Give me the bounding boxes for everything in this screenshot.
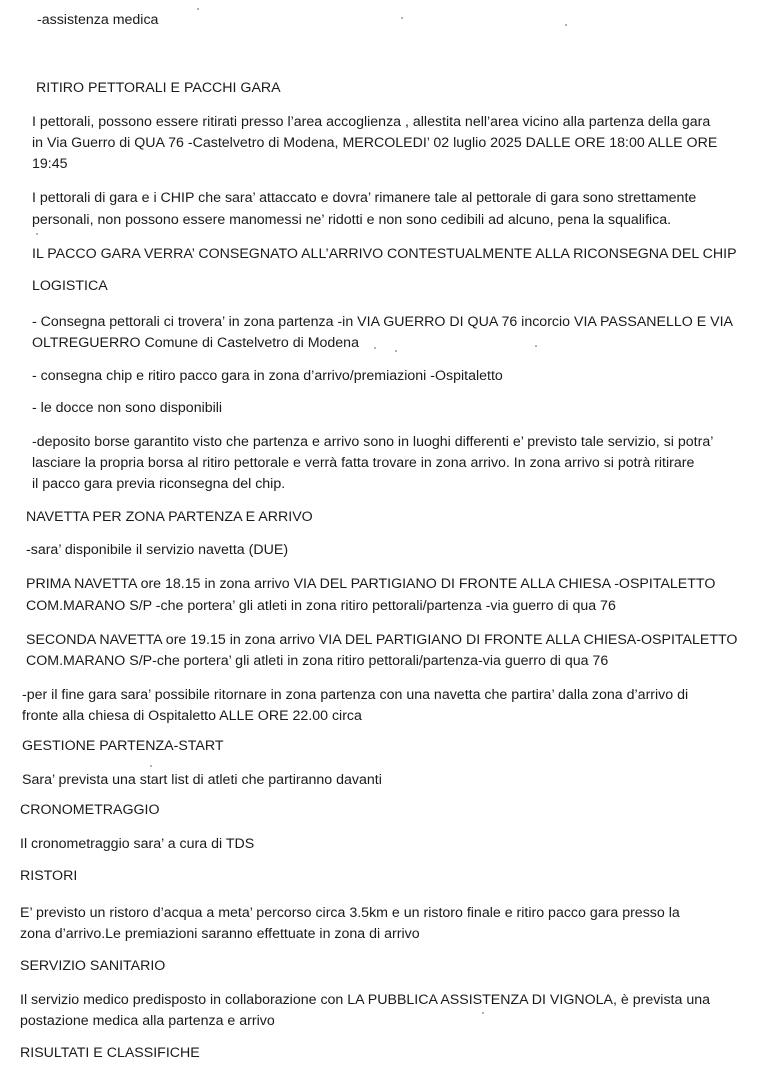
section-heading-navetta: NAVETTA PER ZONA PARTENZA E ARRIVO — [26, 509, 313, 525]
cronometraggio-paragraph: Il cronometraggio sara’ a cura di TDS — [20, 836, 255, 852]
scan-speck — [535, 345, 537, 347]
text-line: in Via Guerro di QUA 76 -Castelvetro di Modena, MERCOLEDI’ 02 luglio 2025 DALLE ORE 18:00 ALLE ORE — [32, 135, 718, 151]
logistica-item-3: - le docce non sono disponibili — [32, 400, 223, 416]
text-line: personali, non possono essere manomessi ne’ ridotti e non sono cedibili ad alcuno, pena la squalifica. — [32, 212, 672, 228]
section-heading-gestione: GESTIONE PARTENZA-START — [22, 738, 224, 754]
scan-speck — [565, 24, 567, 26]
ritiro-paragraph-3: IL PACCO GARA VERRA’ CONSEGNATO ALL’ARRIVO CONTESTUALMENTE ALLA RICONSEGNA DEL CHIP — [32, 246, 737, 262]
text-line: 19:45 — [32, 156, 68, 172]
logistica-item-2: - consegna chip e ritiro pacco gara in zona d’arrivo/premiazioni -Ospitaletto — [32, 368, 503, 384]
intro-line: -assistenza medica — [37, 12, 159, 28]
text-line: COM.MARANO S/P -che portera’ gli atleti in zona ritiro pettorali/partenza -via guerro di qua 76 — [26, 598, 616, 614]
text-line: zona d’arrivo.Le premiazioni saranno effettuate in zona di arrivo — [20, 926, 420, 942]
text-line: -per il fine gara sara’ possibile ritornare in zona partenza con una navetta che partira’ dalla zona d’arrivo di — [22, 687, 689, 703]
gestione-paragraph: Sara’ prevista una start list di atleti che partiranno davanti — [22, 772, 382, 788]
scan-speck — [374, 347, 376, 349]
section-heading-sanitario: SERVIZIO SANITARIO — [20, 958, 166, 974]
section-heading-ritiro: RITIRO PETTORALI E PACCHI GARA — [36, 80, 281, 96]
scan-speck — [150, 765, 152, 767]
scan-speck — [197, 8, 199, 10]
scan-speck — [36, 233, 38, 235]
text-line: -deposito borse garantito visto che partenza e arrivo sono in luoghi differenti e’ previsto tale servizio, si potra’ — [32, 434, 714, 450]
navetta-paragraph-1: -sara’ disponibile il servizio navetta (DUE) — [26, 542, 289, 558]
text-line: postazione medica alla partenza e arrivo — [20, 1013, 275, 1029]
text-line: I pettorali, possono essere ritirati presso l’area accoglienza , allestita nell’area vicino alla partenza della gara — [32, 114, 711, 130]
text-line: I pettorali di gara e i CHIP che sara’ attaccato e dovra’ rimanere tale al pettorale di gara sono strettamente — [32, 190, 697, 206]
text-line: PRIMA NAVETTA ore 18.15 in zona arrivo VIA DEL PARTIGIANO DI FRONTE ALLA CHIESA -OSPITALETTO — [26, 576, 716, 592]
scan-speck — [401, 17, 403, 19]
text-line: fronte alla chiesa di Ospitaletto ALLE ORE 22.00 circa — [22, 708, 362, 724]
text-line: E’ previsto un ristoro d’acqua a meta’ percorso circa 3.5km e un ristoro finale e ritiro pacco gara presso la — [20, 905, 680, 921]
scan-speck — [482, 1012, 484, 1014]
text-line: Il servizio medico predisposto in collaborazione con LA PUBBLICA ASSISTENZA DI VIGNOLA, è prevista una — [20, 992, 710, 1008]
text-line: OLTREGUERRO Comune di Castelvetro di Modena — [32, 335, 359, 351]
scan-speck — [395, 350, 397, 352]
section-heading-risultati: RISULTATI E CLASSIFICHE — [20, 1045, 200, 1061]
section-heading-logistica: LOGISTICA — [32, 278, 108, 294]
section-heading-cronometraggio: CRONOMETRAGGIO — [20, 802, 160, 818]
section-heading-ristori: RISTORI — [20, 868, 78, 884]
text-line: SECONDA NAVETTA ore 19.15 in zona arrivo VIA DEL PARTIGIANO DI FRONTE ALLA CHIESA-OSPITALETTO — [26, 632, 738, 648]
text-line: COM.MARANO S/P-che portera’ gli atleti in zona ritiro pettorali/partenza-via guerro di qua 76 — [26, 653, 609, 669]
text-line: lasciare la propria borsa al ritiro pettorale e verrà fatta trovare in zona arrivo. In zona arrivo si potrà ritirare — [32, 455, 695, 471]
text-line: - Consegna pettorali ci trovera’ in zona partenza -in VIA GUERRO DI QUA 76 incorcio VIA PASSANELLO E VIA — [32, 314, 734, 330]
text-line: il pacco gara previa riconsegna del chip. — [32, 476, 286, 492]
